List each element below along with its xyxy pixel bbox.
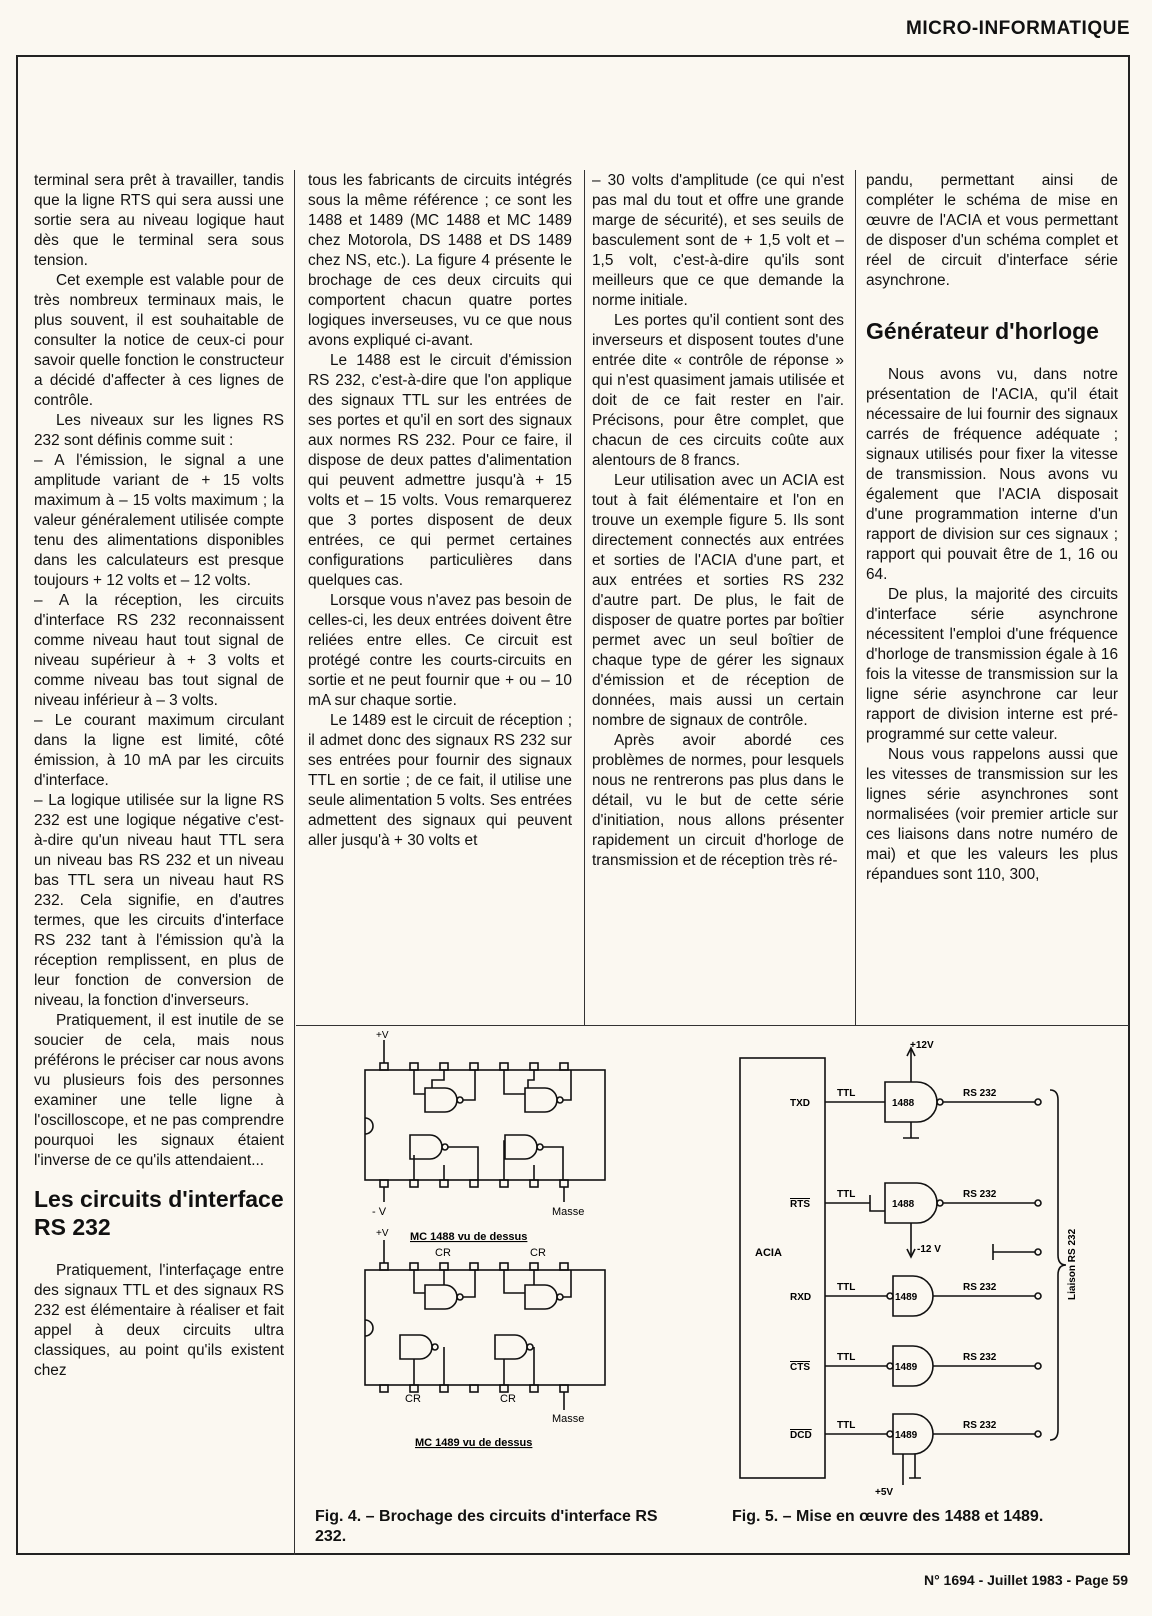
pin-dcd: DCD <box>790 1430 812 1441</box>
ttl-label: TTL <box>837 1189 856 1200</box>
paragraph: Pratiquement, il est inutile de se soucier de cela, mais nous préférons le préciser car nous avons vu plusieurs fois des personnes examiner une telle ligne à l'oscilloscope, et ne pas comprendre pourquoi les signaux étaient l'inverse de ce qu'ils attendaient... <box>34 1012 284 1169</box>
figure-4-diagram <box>340 1030 640 1500</box>
paragraph: – 30 volts d'amplitude (ce qui n'est pas mal du tout et offre une grande marge de sécurité), et ses seuils de basculement sont de + 1,5 volt et – 1,5 volt, c'est-à-dire qu'ils sont meilleurs que ce que demande la norme initiale. <box>592 172 844 309</box>
cr-label: CR <box>435 1247 451 1259</box>
paragraph: Après avoir abordé ces problèmes de normes, pour lesquels nous ne rentrerons pas plus dans le détail, vu le but de cette série d'initiation, nous allons présenter rapidement un circuit d'horloge de transmission et de réception très ré- <box>592 732 844 869</box>
cr-label: CR <box>500 1393 516 1405</box>
column-3 <box>592 171 844 871</box>
paragraph: De plus, la majorité des circuits d'interface série asynchrone nécessitent l'emploi d'une fréquence d'horloge de transmission égale à 16 fois la vitesse de transmission sur la ligne série asynchrone car leur rapport de division interne est pré-programmé sur cette valeur. <box>866 586 1118 743</box>
section-heading: Les circuits d'interface RS 232 <box>34 1186 284 1240</box>
chip-label: 1489 <box>895 1292 918 1303</box>
paragraph: Lorsque vous n'avez pas besoin de celles-ci, les deux entrées doivent être reliées entre elles. Ce circuit est protégé contre les courts-circuits en sortie et ne peut fournir que + ou – 10 mA sur chaque sortie. <box>308 592 572 709</box>
chip-label: 1489 <box>895 1362 918 1373</box>
column-rule <box>294 1025 295 1555</box>
paragraph: tous les fabricants de circuits intégrés sous la même référence ; ce sont les 1488 et 1489 (MC 1488 et MC 1489 chez Motorola, DS 1488 et DS 1489 chez NS, etc.). La figure 4 présente le brochage de ces deux circuits qui comportent chacun quatre portes logiques inverseuses, vu ce que nous avons expliqué ci-avant. <box>308 172 572 349</box>
pin-rts: RTS <box>790 1199 810 1210</box>
paragraph: – A la réception, les circuits d'interface RS 232 reconnaissent comme niveau haut tout signal de niveau supérieur à + 3 volts et comme niveau bas tout signal de niveau inférieur à – 3 volts. <box>34 592 284 709</box>
paragraph: Nous avons vu, dans notre présentation de l'ACIA, qu'il était nécessaire de lui fournir des signaux carrés de fréquence adéquate ; signaux utilisés pour fixer la vitesse de transmission. Nous avons vu également que l'ACIA disposait d'une programmation interne d'un rapport de division sur ces signaux ; rapport qui pouvait être de 1, 16 ou 64. <box>866 366 1118 583</box>
supply-minus12v-label: -12 V <box>917 1244 941 1255</box>
rs232-label: RS 232 <box>963 1420 997 1431</box>
paragraph: pandu, permettant ainsi de compléter le schéma de mise en œuvre de l'ACIA et vous permettant de disposer d'un schéma complet et réel de circuit d'interface série asynchrone. <box>866 172 1118 289</box>
paragraph: Les portes qu'il contient sont des inverseurs et disposent toutes d'une entrée dite « contrôle de réponse » qui n'est quasiment jamais utilisée et doit de ce fait rester en l'air. Précisons, pour être complet, que chacun de ces circuits coûte aux alentours de 8 francs. <box>592 312 844 469</box>
rs232-label: RS 232 <box>963 1189 997 1200</box>
supply-12v-label: +12V <box>910 1040 934 1051</box>
rs232-label: RS 232 <box>963 1088 997 1099</box>
paragraph: Le 1488 est le circuit d'émission RS 232, c'est-à-dire que l'on applique des signaux TTL sur les entrées de ses portes et qu'il en sort des signaux aux normes RS 232. Pour ce faire, il dispose de deux pattes d'alimentation qui peuvent admettre jusqu'à + 15 volts et – 15 volts. Vous remarquerez que 3 portes disposent de deux entrées, ce qui permet certaines configurations particulières dans quelques cas. <box>308 352 572 589</box>
ttl-label: TTL <box>837 1420 856 1431</box>
figure-4-caption: Fig. 4. – Brochage des circuits d'interface RS 232. <box>315 1508 658 1545</box>
figure-rule <box>296 1025 1129 1026</box>
section-heading: Générateur d'horloge <box>866 318 1099 344</box>
masse-label: Masse <box>552 1206 585 1218</box>
acia-label: ACIA <box>755 1247 782 1259</box>
paragraph: Leur utilisation avec un ACIA est tout à fait élémentaire et l'on en trouve un exemple figure 5. Ils sont directement connectés aux entrées et sorties de l'ACIA d'une part, et aux entrées et sorties RS 232 d'autre part. De plus, le fait de disposer de quatre portes par boîtier permet avec un seul boîtier de chaque type de gérer les signaux d'émission et de réception de données, mais aussi un certain nombre de signaux de contrôle. <box>592 472 844 729</box>
paragraph: Le 1489 est le circuit de réception ; il admet donc des signaux RS 232 sur ses entrées pour fournir des signaux TTL en sortie ; de ce fait, il utilise une seule alimentation 5 volts. Ses entrées admettent des signaux qui peuvent aller jusqu'à + 30 volts et <box>308 712 572 849</box>
column-rule <box>855 170 856 1025</box>
supply-5v-label: +5V <box>875 1487 894 1498</box>
liaison-label: Liaison RS 232 <box>1067 1228 1078 1300</box>
page-footer: N° 1694 - Juillet 1983 - Page 59 <box>923 1572 1128 1588</box>
rs232-label: RS 232 <box>963 1352 997 1363</box>
fig4-top-label: MC 1488 vu de dessus <box>410 1231 528 1243</box>
cr-label: CR <box>530 1247 546 1259</box>
section-header: MICRO-INFORMATIQUE <box>906 18 1130 39</box>
chip-label: 1489 <box>895 1430 918 1441</box>
paragraph: – A l'émission, le signal a une amplitude variant de + 15 volts maximum à – 15 volts maximum ; la valeur généralement utilisée compte tenu des alimentations disponibles dans les calculateurs est presque toujours + 12 volts et – 12 volts. <box>34 452 284 589</box>
paragraph: Les niveaux sur les lignes RS 232 sont définis comme suit : <box>34 412 284 449</box>
pin-rxd: RXD <box>790 1292 812 1303</box>
ttl-label: TTL <box>837 1088 856 1099</box>
pin-cts: CTS <box>790 1362 810 1373</box>
paragraph: Nous vous rappelons aussi que les vitesses de transmission sur les lignes série asynchrones sont normalisées (voir premier article sur ces liaisons dans notre numéro de mai) et que les valeurs les plus répandues sont 110, 300, <box>866 746 1118 883</box>
masse-label: Masse <box>552 1413 585 1425</box>
column-rule <box>294 170 295 1025</box>
plus-v-label: +V <box>376 1030 389 1041</box>
cr-label: CR <box>405 1393 421 1405</box>
pin-txd: TXD <box>790 1098 810 1109</box>
plus-v-label: +V <box>376 1228 389 1239</box>
paragraph: Pratiquement, l'interfaçage entre des signaux TTL et des signaux RS 232 est élémentaire à réaliser et fait appel à deux circuits ultra classiques, au point qu'ils existent chez <box>34 1262 284 1379</box>
paragraph: terminal sera prêt à travailler, tandis que la ligne RTS qui sera aussi une sortie sera au niveau logique haut dès que le terminal sera sous tension. <box>34 172 284 269</box>
column-rule <box>584 170 585 1025</box>
chip-label: 1488 <box>892 1098 915 1109</box>
minus-v-label: - V <box>372 1206 387 1218</box>
ttl-label: TTL <box>837 1352 856 1363</box>
rs232-label: RS 232 <box>963 1282 997 1293</box>
fig4-bottom-label: MC 1489 vu de dessus <box>415 1437 533 1449</box>
paragraph: – La logique utilisée sur la ligne RS 232 est une logique négative c'est-à-dire qu'un niveau haut TTL sera un niveau bas RS 232 et un niveau bas TTL sera un niveau haut RS 232. Cela signifie, en d'autres termes, que les circuits d'interface RS 232 tant à l'émission qu'à la réception remplissent, en plus de leur fonction de conversion de niveau, la fonction d'inverseurs. <box>34 792 284 1009</box>
column-1 <box>34 171 284 1381</box>
ttl-label: TTL <box>837 1282 856 1293</box>
column-2 <box>308 171 572 851</box>
figure-5-caption: Fig. 5. – Mise en œuvre des 1488 et 1489. <box>732 1508 1044 1525</box>
chip-label: 1488 <box>892 1199 915 1210</box>
figure-5-diagram <box>735 1030 1105 1505</box>
paragraph: Cet exemple est valable pour de très nombreux terminaux mais, le plus souvent, il est souhaitable de consulter la notice de ceux-ci pour savoir quelle fonction le constructeur a décidé d'affecter à ces lignes de contrôle. <box>34 272 284 409</box>
column-4 <box>866 171 1118 885</box>
paragraph: – Le courant maximum circulant dans la ligne est limité, côté émission, à 10 mA par les circuits d'interface. <box>34 712 284 789</box>
